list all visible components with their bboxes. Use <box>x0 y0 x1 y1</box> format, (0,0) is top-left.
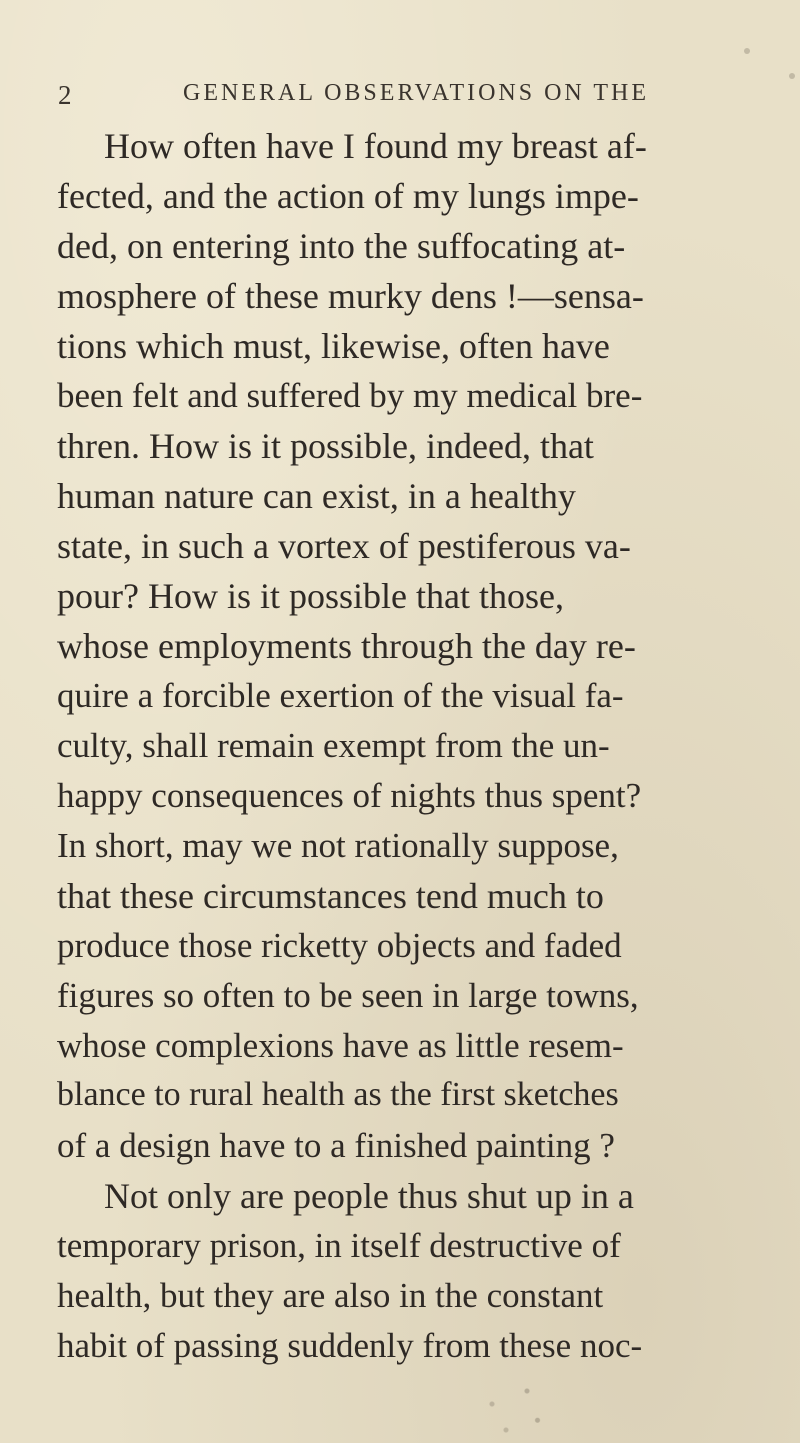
text-line-5: tions which must, likewise, often have <box>57 326 610 366</box>
text-line-11: whose employments through the day re- <box>57 626 636 666</box>
text-line-1: How often have I found my breast af- <box>104 126 647 166</box>
text-line-10: pour? How is it possible that those, <box>57 576 564 616</box>
text-line-19: whose complexions have as little resem- <box>57 1026 624 1065</box>
header-title: GENERAL OBSERVATIONS ON THE <box>183 80 649 106</box>
printer-ornament <box>478 1378 548 1443</box>
text-line-21: of a design have to a finished painting ? <box>57 1126 615 1165</box>
text-line-20: blance to rural health as the first sketches <box>57 1076 619 1113</box>
text-line-17: produce those ricketty objects and faded <box>57 926 622 965</box>
page-number: 2 <box>58 80 74 110</box>
text-line-13: culty, shall remain exempt from the un- <box>57 726 610 765</box>
text-line-14: happy consequences of nights thus spent? <box>57 776 642 815</box>
text-line-22: Not only are people thus shut up in a <box>104 1176 634 1216</box>
text-line-15: In short, may we not rationally suppose, <box>57 826 619 865</box>
text-line-9: state, in such a vortex of pestiferous va- <box>57 526 631 566</box>
text-line-7: thren. How is it possible, indeed, that <box>57 426 594 466</box>
text-line-16: that these circumstances tend much to <box>57 876 604 916</box>
text-line-24: health, but they are also in the constant <box>57 1276 604 1315</box>
text-line-12: quire a forcible exertion of the visual fa- <box>57 676 624 715</box>
text-line-4: mosphere of these murky dens !—sensa- <box>57 276 644 316</box>
text-line-3: ded, on entering into the suffocating at- <box>57 226 626 266</box>
text-line-8: human nature can exist, in a healthy <box>57 476 576 516</box>
text-line-2: fected, and the action of my lungs impe- <box>57 176 639 216</box>
text-line-23: temporary prison, in itself destructive of <box>57 1226 621 1265</box>
text-line-18: figures so often to be seen in large towns, <box>57 976 639 1015</box>
text-line-6: been felt and suffered by my medical bre- <box>57 376 643 415</box>
paper-speck <box>744 48 750 54</box>
paper-speck <box>789 73 795 79</box>
text-line-25: habit of passing suddenly from these noc- <box>57 1326 643 1365</box>
